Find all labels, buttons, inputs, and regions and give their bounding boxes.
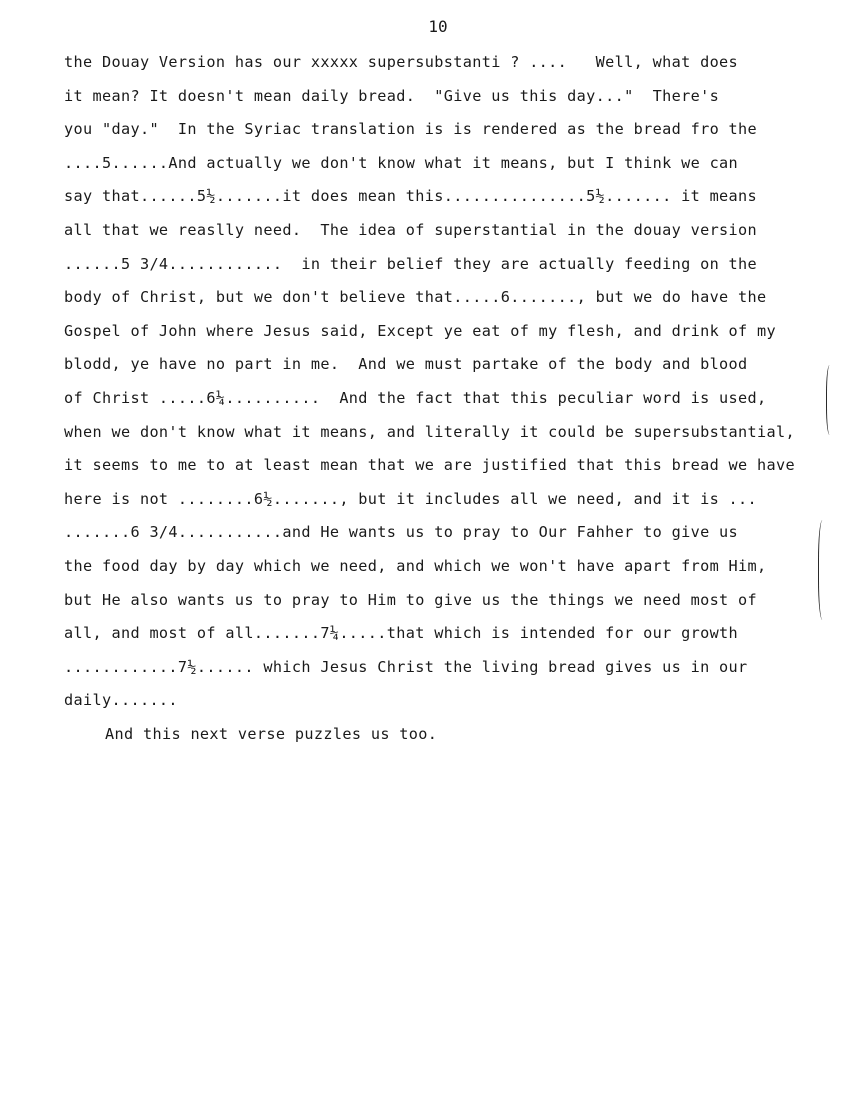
text-line: all, and most of all.......7¼.....that which is intended for our growth bbox=[64, 624, 739, 643]
text-line: blodd, ye have no part in me. And we must partake of the body and blood bbox=[64, 355, 748, 374]
text-line: say that......5½.......it does mean this...............5½....... it means bbox=[64, 187, 758, 206]
text-line: Gospel of John where Jesus said, Except ye eat of my flesh, and drink of my bbox=[64, 321, 777, 340]
text-line: the Douay Version has our xxxxx supersubstanti ? .... Well, what does bbox=[64, 53, 739, 71]
text-line: ......5 3/4............ in their belief they are actually feeding on the bbox=[64, 254, 758, 273]
text-line: but He also wants us to pray to Him to give us the things we need most of bbox=[64, 590, 758, 609]
text-line: it mean? It doesn't mean daily bread. "Give us this day..." There's bbox=[64, 86, 720, 105]
text-line: when we don't know what it means, and literally it could be supersubstantial, bbox=[64, 422, 796, 441]
text-line: of Christ .....6¼.......... And the fact that this peculiar word is used, bbox=[64, 388, 767, 407]
margin-bracket-mark bbox=[818, 520, 829, 620]
text-line: here is not ........6½......., but it includes all we need, and it is ... bbox=[64, 489, 758, 508]
text-line: .......6 3/4...........and He wants us to pray to Our Fahher to give us bbox=[64, 523, 739, 542]
text-line: daily....... bbox=[64, 691, 178, 710]
body-text bbox=[64, 50, 844, 755]
text-line: all that we reaslly need. The idea of superstantial in the douay version bbox=[64, 220, 758, 239]
text-line: the food day by day which we need, and which we won't have apart from Him, bbox=[64, 556, 767, 575]
text-line: body of Christ, but we don't believe that.....6......., but we do have the bbox=[64, 288, 767, 307]
page-number: 10 bbox=[428, 17, 448, 36]
text-line: And this next verse puzzles us too. bbox=[105, 724, 438, 743]
text-line: it seems to me to at least mean that we are justified that this bread we have bbox=[64, 456, 796, 475]
text-line: you "day." In the Syriac translation is is rendered as the bread fro the bbox=[64, 120, 758, 139]
margin-bracket-mark bbox=[826, 365, 835, 435]
text-line: ....5......And actually we don't know what it means, but I think we can bbox=[64, 153, 739, 172]
text-line: ............7½...... which Jesus Christ the living bread gives us in our bbox=[64, 657, 748, 676]
